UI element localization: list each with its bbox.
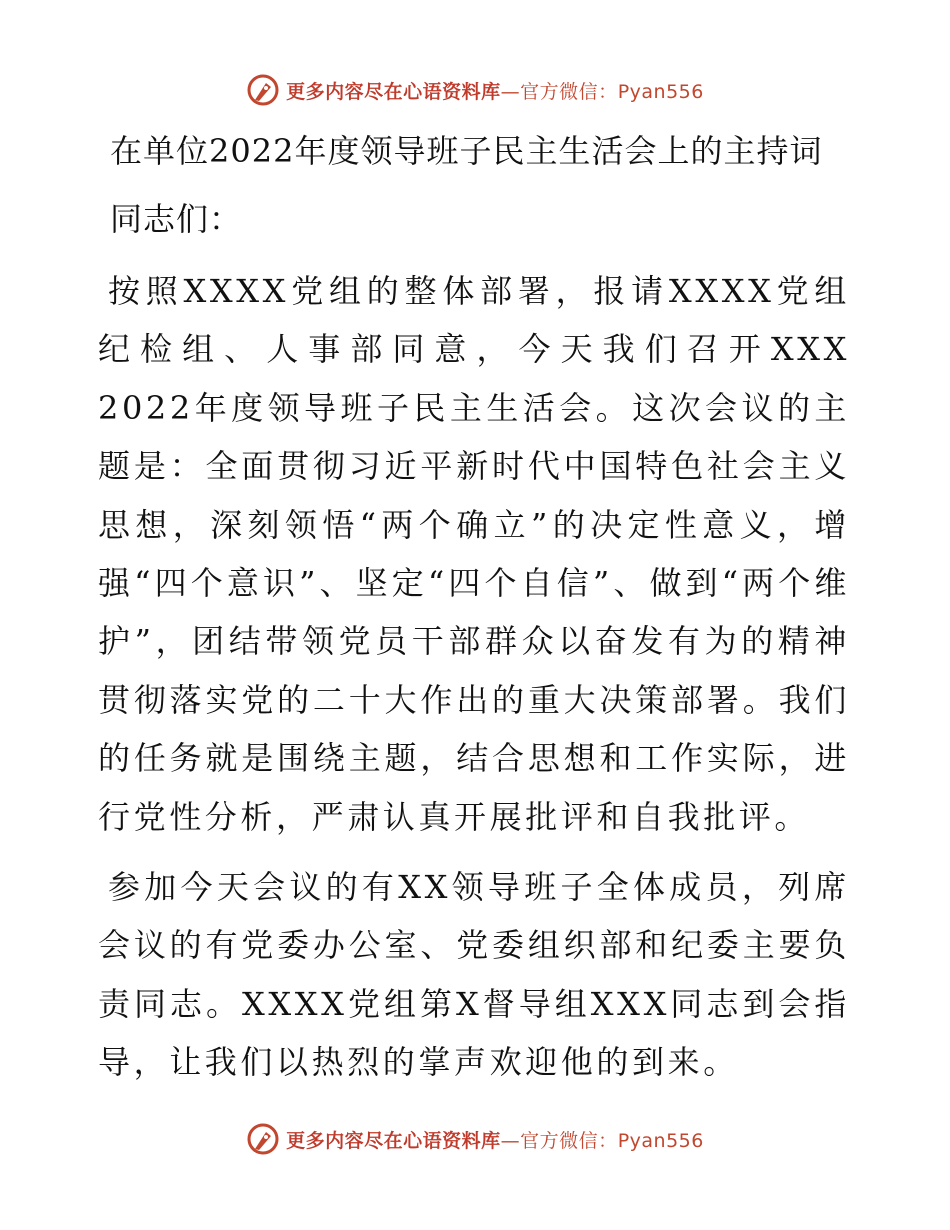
header-banner: [0, 70, 950, 110]
paragraph-attendees: 参加今天会议的有XX领导班子全体成员，列席会议的有党委办公室、党委组织部和纪委主要负责同志。XXXX党组第X督导组XXX同志到会指导，让我们以热烈的掌声欢迎他的到来。: [98, 868, 850, 1082]
banner-brand: 更多内容尽在心语资料库: [286, 80, 501, 103]
banner-separator: —: [500, 1129, 521, 1152]
pen-nib-circle-icon: [246, 73, 280, 107]
banner-channel: 官方微信：: [520, 80, 618, 103]
paragraph-agenda: 按照XXXX党组的整体部署，报请XXXX党组纪检组、人事部同意，今天我们召开XXX 2022年度领导班子民主生活会。这次会议的主题是：全面贯彻习近平新时代中国特色社会主义思想，深刻领悟“两个确立”的决定性意义，增强“四个意识”、坚定“四个自信”、做到“两个维护”，团结带领党员干部群众以奋发有为的精神贯彻落实党的二十大作出的重大决策部署。我们的任务就是围绕主题，结合思想和工作实际，进行党性分析，严肃认真开展批评和自我批评。: [98, 272, 850, 836]
banner-text: [286, 77, 704, 104]
banner-text: [286, 1126, 704, 1153]
banner-channel: 官方微信：: [520, 1129, 618, 1152]
document-body: [98, 122, 850, 1104]
footer-banner: [0, 1119, 950, 1159]
banner-account: Pyan556: [617, 1129, 704, 1152]
document-title: 在单位2022年度领导班子民主生活会上的主持词: [110, 132, 823, 170]
pen-nib-circle-icon: [246, 1122, 280, 1156]
banner-brand: 更多内容尽在心语资料库: [286, 1129, 501, 1152]
banner-separator: —: [500, 80, 521, 103]
greeting: 同志们：: [110, 200, 243, 238]
banner-account: Pyan556: [617, 80, 704, 103]
